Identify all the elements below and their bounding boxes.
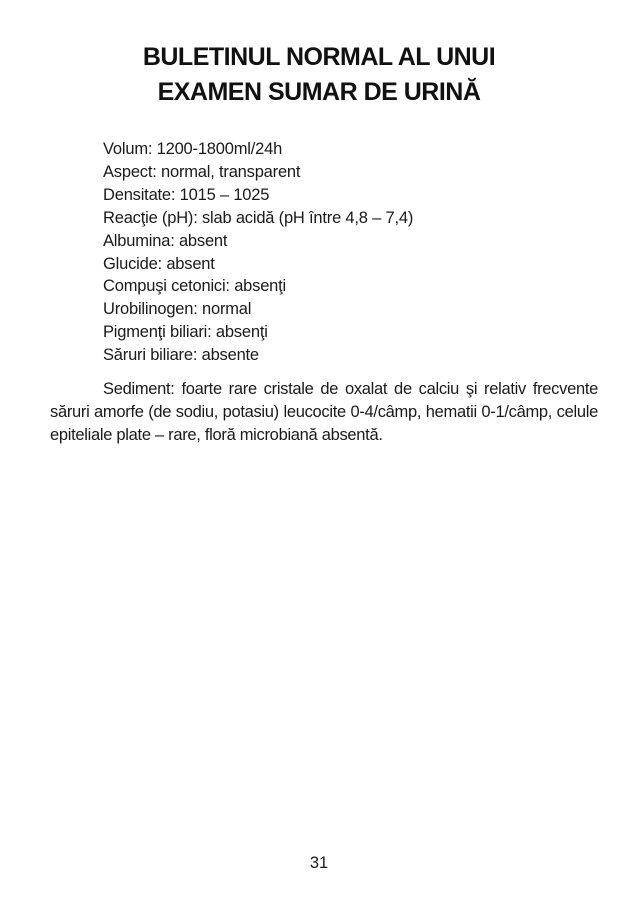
item-pigmenti-biliari: Pigmenţi biliari: absenţi — [103, 323, 268, 342]
page-number: 31 — [309, 854, 329, 872]
sediment-paragraph: Sediment: foarte rare cristale de oxalat de calciu şi relativ frecvente săruri amorfe (de sodiu, potasiu) leucocite 0-4/câmp, hematii 0-1/câmp, celule epiteliale plate – rare, floră microbiană absentă. — [50, 380, 598, 444]
analysis-list — [103, 138, 603, 367]
title-line-2: EXAMEN SUMAR DE URINĂ — [157, 78, 481, 106]
item-reactie: Reacţie (pH): slab acidă (pH între 4,8 – 7,4) — [103, 208, 414, 227]
item-densitate: Densitate: 1015 – 1025 — [103, 185, 270, 204]
item-urobilinogen: Urobilinogen: normal — [103, 300, 252, 319]
item-albumina: Albumina: absent — [103, 231, 228, 250]
item-compusi-cetonici: Compuşi cetonici: absenţi — [103, 277, 287, 296]
title-line-1: BULETINUL NORMAL AL UNUI — [142, 43, 496, 71]
item-aspect: Aspect: normal, transparent — [103, 162, 301, 181]
page-title — [0, 40, 638, 110]
item-saruri-biliare: Săruri biliare: absente — [103, 346, 259, 365]
item-glucide: Glucide: absent — [103, 254, 215, 273]
item-volum: Volum: 1200-1800ml/24h — [103, 140, 283, 158]
